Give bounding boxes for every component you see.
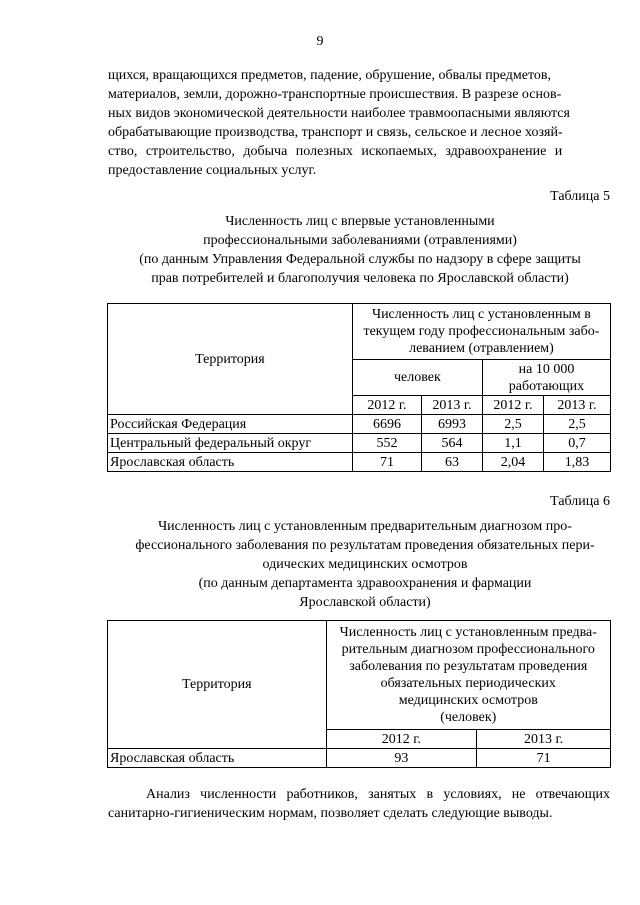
caption-line: (по данным департамента здравоохранения и фармации <box>198 576 532 591</box>
table-row <box>108 453 611 472</box>
header-line: леванием (отравлением) <box>409 341 554 356</box>
row-name: Российская Федерация <box>108 415 353 434</box>
caption-line: Численность лиц с впервые установленными <box>225 214 495 229</box>
row-name: Ярославская область <box>108 749 327 768</box>
cell: 1,1 <box>482 434 543 453</box>
cell: 6993 <box>421 415 482 434</box>
cell: 93 <box>326 749 477 768</box>
intro-line: материалов, земли, дорожно-транспортные происшествия. В разрезе основ- <box>108 87 562 102</box>
intro-paragraph <box>108 66 610 180</box>
caption-line: Ярославской области) <box>299 595 431 610</box>
intro-line: обрабатывающие производства, транспорт и связь, сельское и лесное хозяй- <box>108 125 563 140</box>
header-line: текущем году профессиональным забо- <box>363 324 600 339</box>
header-line: заболевания по результатам проведения <box>349 659 588 674</box>
row-name: Центральный федеральный округ <box>108 434 353 453</box>
cell: 2,5 <box>543 415 610 434</box>
caption-line: одических медицинских осмотров <box>262 557 468 572</box>
caption-line: (по данным Управления Федеральной службы по надзору в сфере защиты <box>139 252 581 267</box>
table6 <box>107 620 611 768</box>
header-line: на 10 000 <box>518 361 575 377</box>
intro-line: щихся, вращающихся предметов, падение, обрушение, обвалы предметов, <box>108 68 551 83</box>
header-line: Численность лиц с установленным предва- <box>339 625 597 640</box>
caption-line: фессионального заболевания по результатам проведения обязательных пери- <box>135 538 595 553</box>
cell: 564 <box>421 434 482 453</box>
cell: 1,83 <box>543 453 610 472</box>
table-row <box>108 749 611 768</box>
cell: 0,7 <box>543 434 610 453</box>
cell: 71 <box>477 749 611 768</box>
table-row <box>108 415 611 434</box>
intro-line: предоставление социальных услуг. <box>108 163 317 178</box>
table5-caption <box>100 212 620 288</box>
cell: 71 <box>352 453 421 472</box>
table-row <box>108 434 611 453</box>
year-cell: 2012 г. <box>482 396 543 415</box>
year-cell: 2013 г. <box>421 396 482 415</box>
year-cell: 2012 г. <box>326 730 477 749</box>
year-cell: 2013 г. <box>543 396 610 415</box>
table5 <box>107 303 611 472</box>
table6-label: Таблица 6 <box>550 494 610 509</box>
header-line: рительным диагнозом профессионального <box>341 642 595 657</box>
cell: 552 <box>352 434 421 453</box>
conclusion-line: Анализ численности работников, занятых в условиях, не отвечающих <box>146 787 610 802</box>
header-territory: Территория <box>108 304 353 415</box>
year-cell: 2013 г. <box>477 730 611 749</box>
conclusion-paragraph <box>108 785 610 823</box>
row-name: Ярославская область <box>108 453 353 472</box>
header-main <box>352 304 610 360</box>
header-territory: Территория <box>108 621 327 749</box>
header-line: медицинских осмотров <box>398 693 538 708</box>
header-line: работающих <box>508 378 585 394</box>
page-number: 9 <box>316 34 324 49</box>
header-line: Численность лиц с установленным в <box>371 307 591 322</box>
year-cell: 2012 г. <box>352 396 421 415</box>
intro-line: ных видов экономической деятельности наиболее травмоопасными являются <box>108 106 570 121</box>
cell: 2,5 <box>482 415 543 434</box>
caption-line: прав потребителей и благополучия человека по Ярославской области) <box>151 271 569 286</box>
table6-caption <box>100 517 630 612</box>
caption-line: профессиональными заболеваниями (отравлениями) <box>203 233 517 248</box>
caption-line: Численность лиц с установленным предварительным диагнозом про- <box>158 519 572 534</box>
header-people: человек <box>352 360 482 396</box>
table5-label: Таблица 5 <box>550 189 610 204</box>
header-main <box>326 621 610 730</box>
header-per-10000 <box>482 360 610 396</box>
cell: 63 <box>421 453 482 472</box>
header-line: обязательных периодических <box>380 676 556 691</box>
header-line: (человек) <box>440 710 497 725</box>
intro-line: ство, строительство, добыча полезных ископаемых, здравоохранение и <box>108 144 563 159</box>
cell: 2,04 <box>482 453 543 472</box>
cell: 6696 <box>352 415 421 434</box>
conclusion-line: санитарно-гигиеническим нормам, позволяет сделать следующие выводы. <box>108 806 553 821</box>
